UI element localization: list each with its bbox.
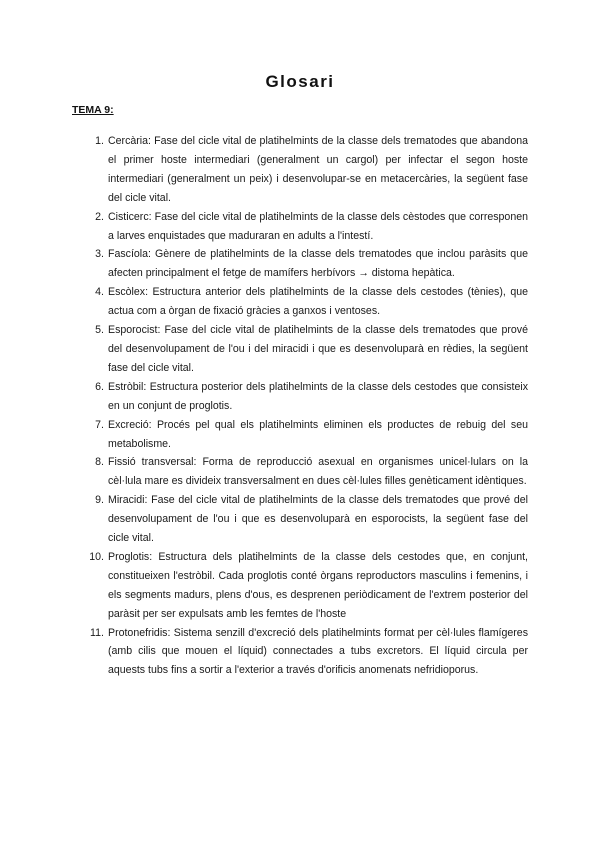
- item-definition: Proglotis: Estructura dels platihelmints de la classe dels cestodes que, en conjunt, constitueixen l'estròbil. Cada proglotis conté òrgans reproductors masculins i femenins, i els segments madurs, plens d'ous, es desprenen periòdicament de l'extrem posterior del paràsit per ser expulsats amb les femtes de l'hoste: [108, 550, 528, 620]
- glossary-item: [84, 283, 528, 321]
- glossary-item: [84, 548, 528, 624]
- glossary-item: [84, 321, 528, 378]
- item-definition: Fascíola: Gènere de platihelmints de la classe dels trematodes que inclou paràsits que afecten principalment el fetge de mamífers herbívors → distoma hepàtica.: [108, 248, 528, 280]
- item-definition: Cercària: Fase del cicle vital de platihelmints de la classe dels trematodes que abandona el primer hoste intermediari (generalment un cargol) per infectar el segon hoste intermediari (generalment un peix) i desenvolupar-se en metacercàries, la següent fase del cicle vital.: [108, 135, 528, 204]
- glossary-item: [84, 378, 528, 416]
- item-definition: Esporocist: Fase del cicle vital de platihelmints de la classe dels trematodes que prové del desenvolupament de l'ou i del miracidi i que es desenvoluparà en rèdies, la següent fase del cicle vital.: [108, 324, 528, 374]
- glossary-item: [84, 416, 528, 454]
- glossary-list: [84, 132, 528, 680]
- item-definition: Estròbil: Estructura posterior dels platihelmints de la classe dels cestodes que consisteix en un conjunt de proglotis.: [108, 380, 528, 412]
- item-number: 9.: [95, 494, 104, 507]
- glossary-item: [84, 245, 528, 283]
- item-number: 7.: [95, 418, 104, 431]
- glossary-item: [84, 132, 528, 208]
- item-number: 6.: [95, 380, 104, 393]
- item-number: 10.: [89, 550, 104, 563]
- item-number: 1.: [95, 135, 104, 147]
- glossary-item: [84, 453, 528, 491]
- glossary-item: [84, 624, 528, 681]
- glossary-item: [84, 208, 528, 246]
- item-number: 11.: [90, 626, 104, 639]
- item-definition: Escòlex: Estructura anterior dels platihelmints de la classe dels cestodes (tènies), que actua com a òrgan de fixació gràcies a ganxos i ventoses.: [108, 286, 528, 318]
- page-title: Glosari: [265, 72, 335, 91]
- item-number: 4.: [95, 286, 104, 299]
- item-definition: Cisticerc: Fase del cicle vital de platihelmints de la classe dels cèstodes que corresponen a larves enquistades que maduraran en adults a l'intestí.: [108, 210, 528, 242]
- item-number: 3.: [95, 248, 104, 261]
- item-definition: Protonefridis: Sistema senzill d'excreció dels platihelmints format per cèl·lules flamígeres (amb cilis que mouen el líquid) connectades a tubs excretors. El líquid circula per aquests tubs fins a sortir a l'exterior a través d'orificis anomenats nefridioporus.: [108, 626, 528, 677]
- item-number: 2.: [95, 210, 104, 223]
- item-number: 5.: [95, 324, 104, 337]
- item-definition: Miracidi: Fase del cicle vital de platihelmints de la classe dels trematodes que prové del desenvolupament de l'ou i que es desenvoluparà en esporocists, la següent fase del cicle vital.: [108, 494, 528, 545]
- item-number: 8.: [95, 456, 104, 469]
- section-heading: TEMA 9:: [72, 104, 114, 116]
- item-definition: Fissió transversal: Forma de reproducció asexual en organismes unicel·lulars on la cèl·lula mare es divideix transversalment en dues cèl·lules filles genèticament idèntiques.: [108, 456, 528, 488]
- glossary-item: [84, 491, 528, 548]
- item-definition: Excreció: Procés pel qual els platihelmints eliminen els productes de rebuig del seu metabolisme.: [108, 418, 528, 450]
